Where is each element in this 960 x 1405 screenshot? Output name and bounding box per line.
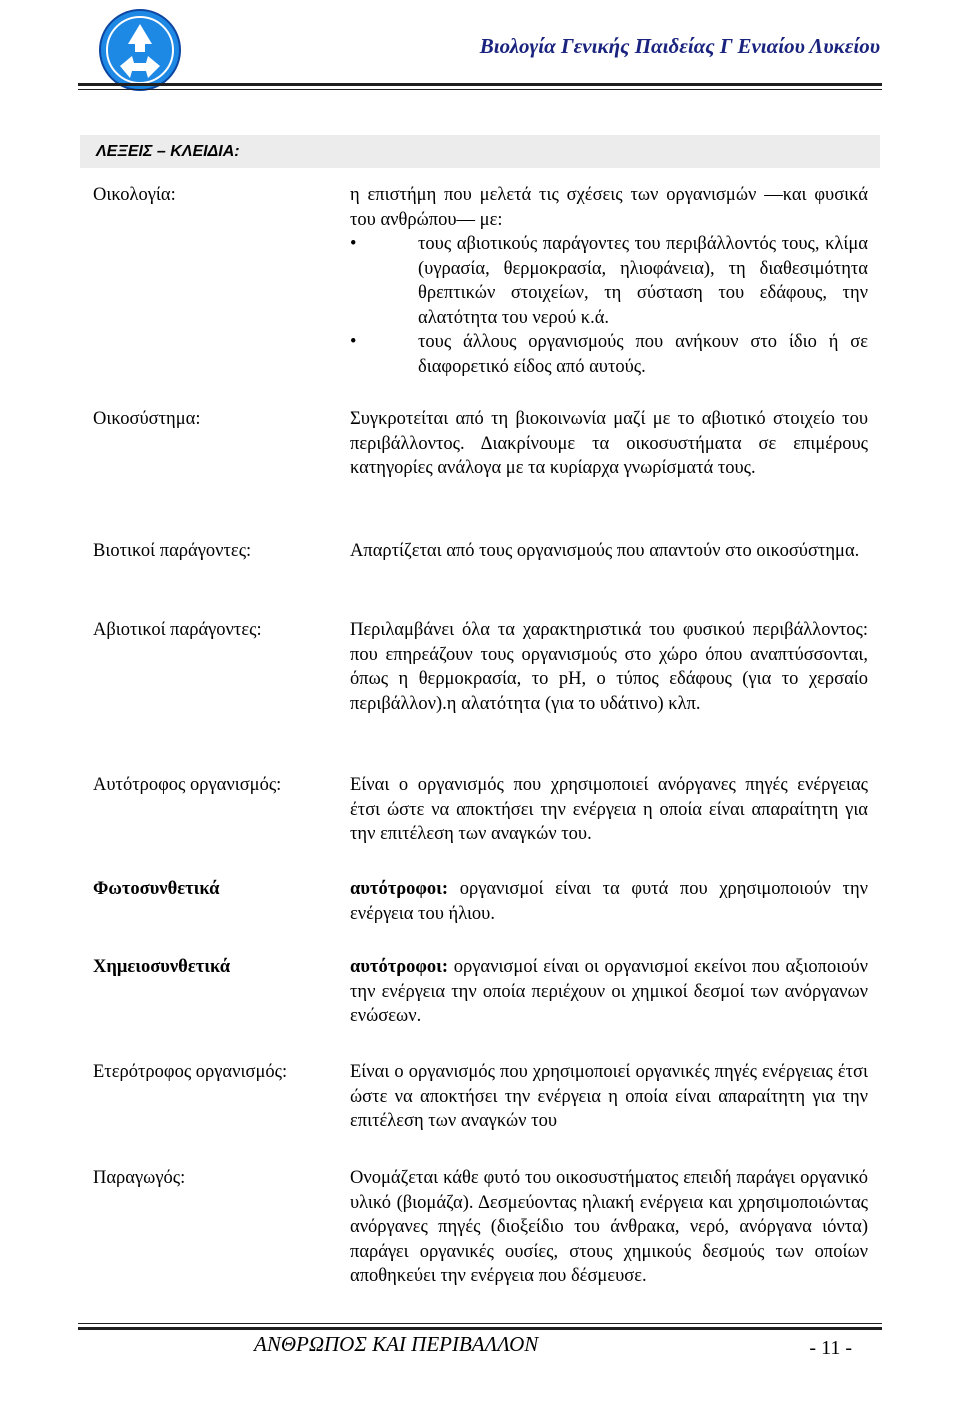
definition-photosynthetic (350, 877, 868, 926)
header-title: Βιολογία Γενικής Παιδείας Γ Ενιαίου Λυκείου (479, 34, 880, 58)
term-heterotroph: Ετερότροφος οργανισμός: (93, 1062, 288, 1082)
definition-chemosynthetic (350, 955, 868, 1029)
footer-title: ΑΝΘΡΩΠΟΣ ΚΑΙ ΠΕΡΙΒΑΛΛΟΝ (254, 1332, 539, 1356)
term-ecology: Οικολογία: (93, 185, 176, 205)
term-biotic-factors: Βιοτικοί παράγοντες: (93, 541, 252, 561)
definition-producer: Ονομάζεται κάθε φυτό του οικοσυστήματος επειδή παράγει οργανικό υλικό (βιομάζα). Δεσμεύοντας ηλιακή ενέργεια και χρησιμοποιώντας ανόργανες πηγές (διοξείδιο του άνθρακα, νερό, ανόργανα ιόντα) παράγει οργανικές ουσίες, στους χημικούς δεσμούς των οποίων αποθηκεύει την ενέργεια που δέσμευσε. (350, 1168, 868, 1286)
list-item: • τους αβιοτικούς παράγοντες του περιβάλλοντός τους, κλίμα (υγρασία, θερμοκρασία, ηλιοφάνεια), τη διαθεσιμότητα θρεπτικών στοιχείων, τη σύσταση του εδάφους, την αλατότητα του νερού κ.ά. (350, 232, 868, 330)
page-number: - 11 - (809, 1337, 852, 1359)
term-chemosynthetic: Χημειοσυνθετικά (93, 957, 231, 977)
definition-autotroph: Είναι ο οργανισμός που χρησιμοποιεί ανόργανες πηγές ενέργειας έτσι ώστε να αποκτήσει την ενέργεια η οποία είναι απαραίτητη για την επιτέλεση των αναγκών του. (350, 775, 868, 844)
header-rule (78, 83, 882, 86)
term-producer: Παραγωγός: (93, 1168, 186, 1188)
keywords-heading: ΛΕΞΕΙΣ – ΚΛΕΙΔΙΑ: (80, 135, 880, 168)
list-item: • τους άλλους οργανισμούς που ανήκουν στο ίδιο ή σε διαφορετικό είδος από αυτούς. (350, 330, 868, 379)
term-autotroph: Αυτότροφος οργανισμός: (93, 775, 282, 795)
term-photosynthetic: Φωτοσυνθετικά (93, 879, 220, 899)
term-abiotic-factors: Αβιοτικοί παράγοντες: (93, 620, 262, 640)
definition-abiotic-factors: Περιλαμβάνει όλα τα χαρακτηριστικά του φυσικού περιβάλλοντος: που επηρεάζουν τους οργανισμούς στο χώρο όπου αναπτύσσονται, όπως η θερμοκρασία, το pH, ο τύπος εδάφους (για το χερσαίο περιβάλλον).η αλατότητα (για το υδάτινο) κλπ. (350, 620, 868, 714)
definition-ecosystem: Συγκροτείται από τη βιοκοινωνία μαζί με το αβιοτικό στοιχείο του περιβάλλοντος. Διακρίνουμε τα οικοσυστήματα σε επιμέρους κατηγορίες ανάλογα με τα κυρίαρχα γνωρίσματά τους. (350, 409, 868, 478)
definition-heterotroph: Είναι ο οργανισμός που χρησιμοποιεί οργανικές πηγές ενέργειας έτσι ώστε να αποκτήσει την ενέργεια η οποία είναι απαραίτητη για την επιτέλεση των αναγκών του (350, 1062, 868, 1131)
ecology-intro: η επιστήμη που μελετά τις σχέσεις των οργανισμών —και φυσικά του ανθρώπου— με: (350, 185, 868, 230)
definition-biotic-factors: Απαρτίζεται από τους οργανισμούς που απαντούν στο οικοσύστημα. (350, 541, 860, 561)
definition-text: οργανισμοί είναι οι οργανισμοί εκείνοι που αξιοποιούν την ενέργεια την οποία περιέχουν οι χημικοί δεσμοί των ανόργανων ενώσεων. (350, 957, 868, 1026)
recycle-icon (98, 8, 182, 92)
definition-text: οργανισμοί είναι τα φυτά που χρησιμοποιούν την ενέργεια του ήλιου. (350, 879, 868, 924)
definition-ecology (350, 183, 868, 379)
header-rule-thin (78, 89, 882, 90)
footer-rule (78, 1327, 882, 1330)
bold-prefix: αυτότροφοι: (350, 879, 449, 899)
term-ecosystem: Οικοσύστημα: (93, 409, 201, 429)
bold-prefix: αυτότροφοι: (350, 957, 449, 977)
footer-rule-thin (78, 1323, 882, 1324)
ecology-bullets (350, 232, 868, 379)
